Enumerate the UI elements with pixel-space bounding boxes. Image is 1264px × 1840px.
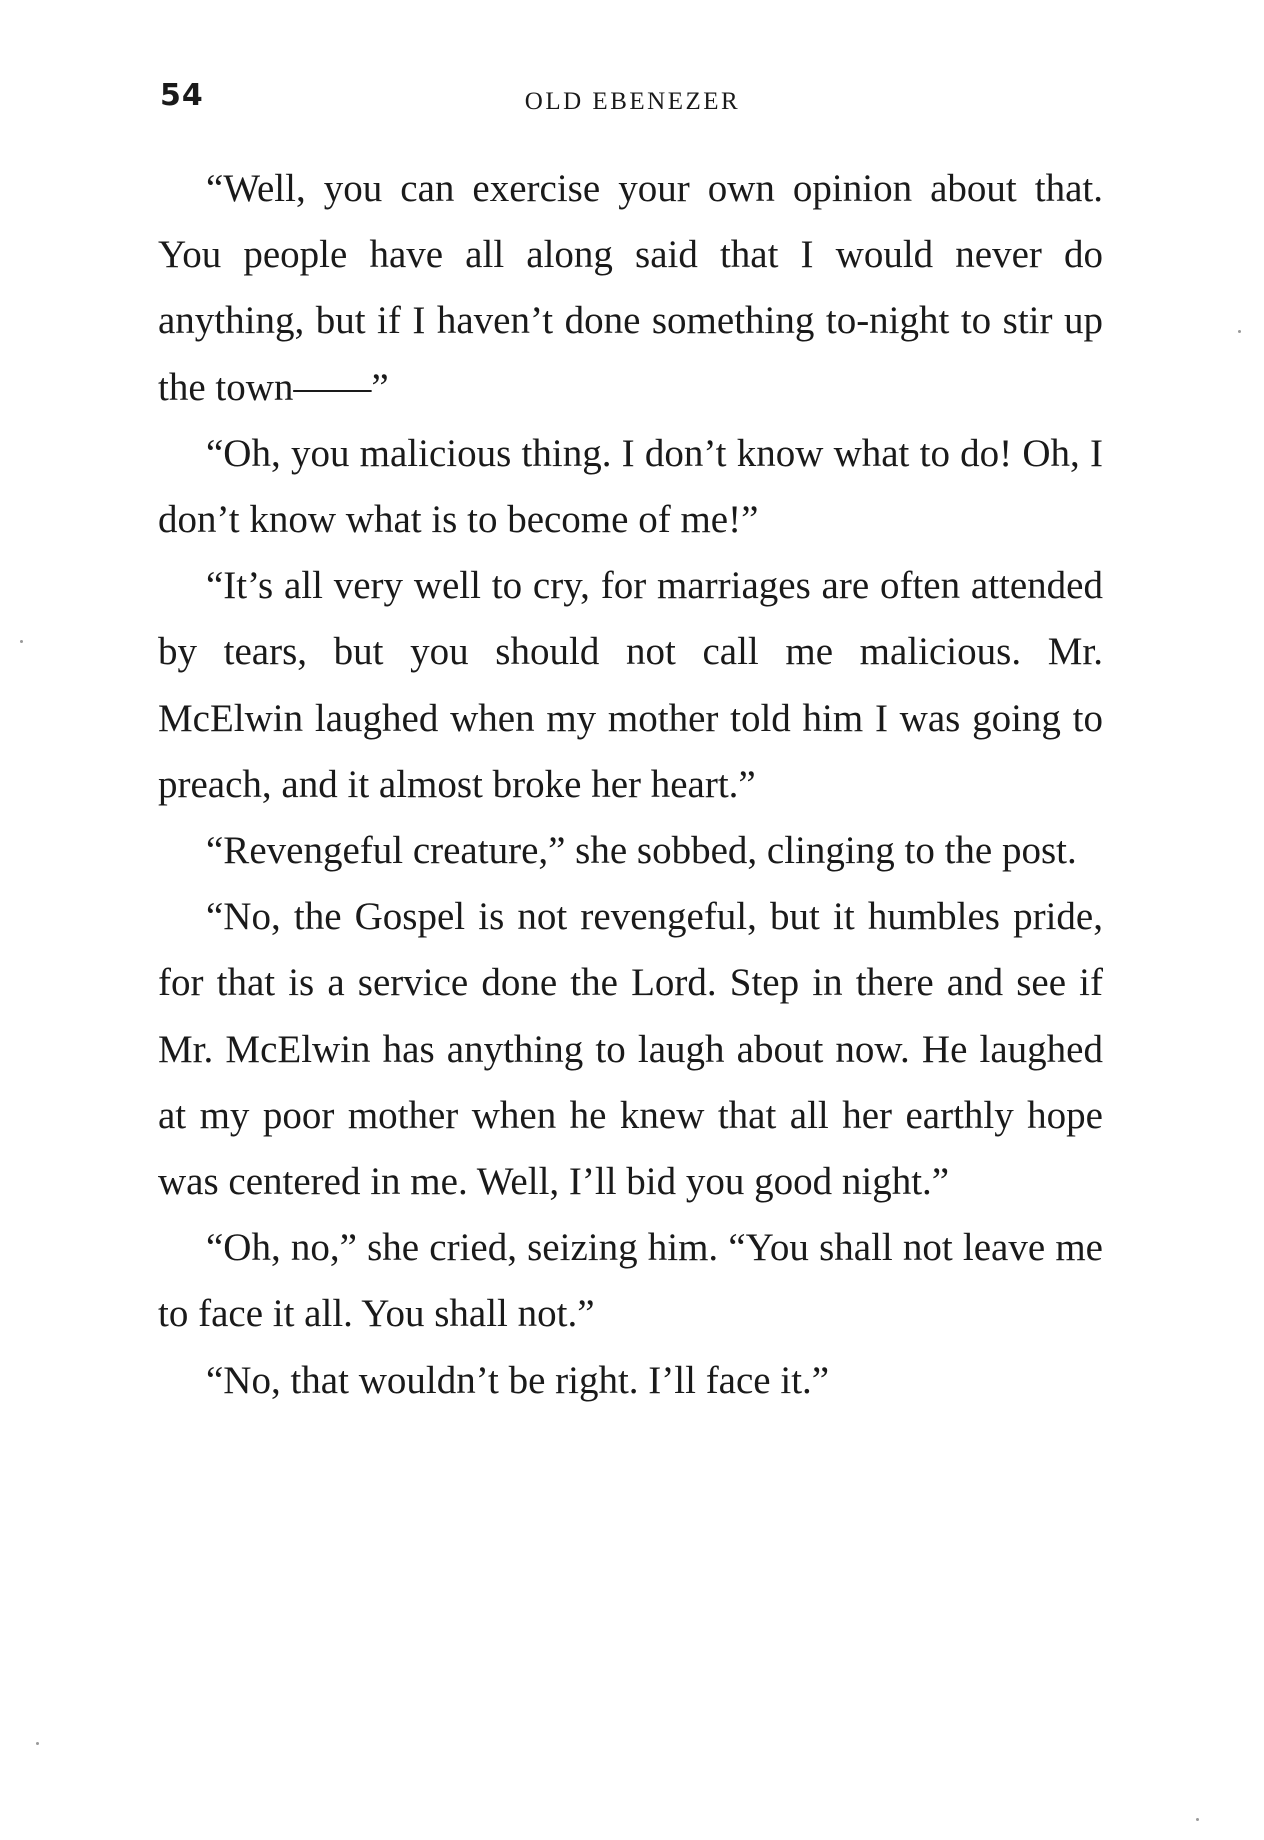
paper-speck: [1238, 330, 1241, 333]
paragraph: “Oh, no,” she cried, seizing him. “You shall not leave me to face it all. You shall not.”: [158, 1226, 1103, 1336]
paragraph: “Well, you can exercise your own opinion about that. You people have all along said that I would never do anything, but if I haven’t done something to-night to stir up the town——”: [158, 167, 1103, 409]
paragraph: “No, the Gospel is not revengeful, but it humbles pride, for that is a service done the Lord. Step in there and see if Mr. McElwin has anything to laugh about now. He laughed at my poor mother when he knew that all her earthly hope was centered in me. Well, I’ll bid you good night.”: [158, 895, 1103, 1204]
paragraph: “It’s all very well to cry, for marriages are often attended by tears, but you should not call me malicious. Mr. McElwin laughed when my mother told him I was going to preach, and it almost broke her heart.”: [158, 564, 1103, 806]
body-text: [158, 156, 1103, 1414]
paper-speck: [36, 1742, 39, 1745]
paragraph: “No, that wouldn’t be right. I’ll face it.”: [206, 1358, 830, 1402]
running-title: OLD EBENEZER: [524, 88, 741, 115]
paragraph: “Oh, you malicious thing. I don’t know what to do! Oh, I don’t know what is to become of me!”: [158, 431, 1103, 542]
page-number: 54: [160, 78, 204, 113]
running-head: [160, 78, 1105, 126]
paper-speck: [1196, 1818, 1199, 1821]
paragraph: “Revengeful creature,” she sobbed, clinging to the post.: [206, 829, 1077, 873]
paper-speck: [20, 640, 23, 643]
